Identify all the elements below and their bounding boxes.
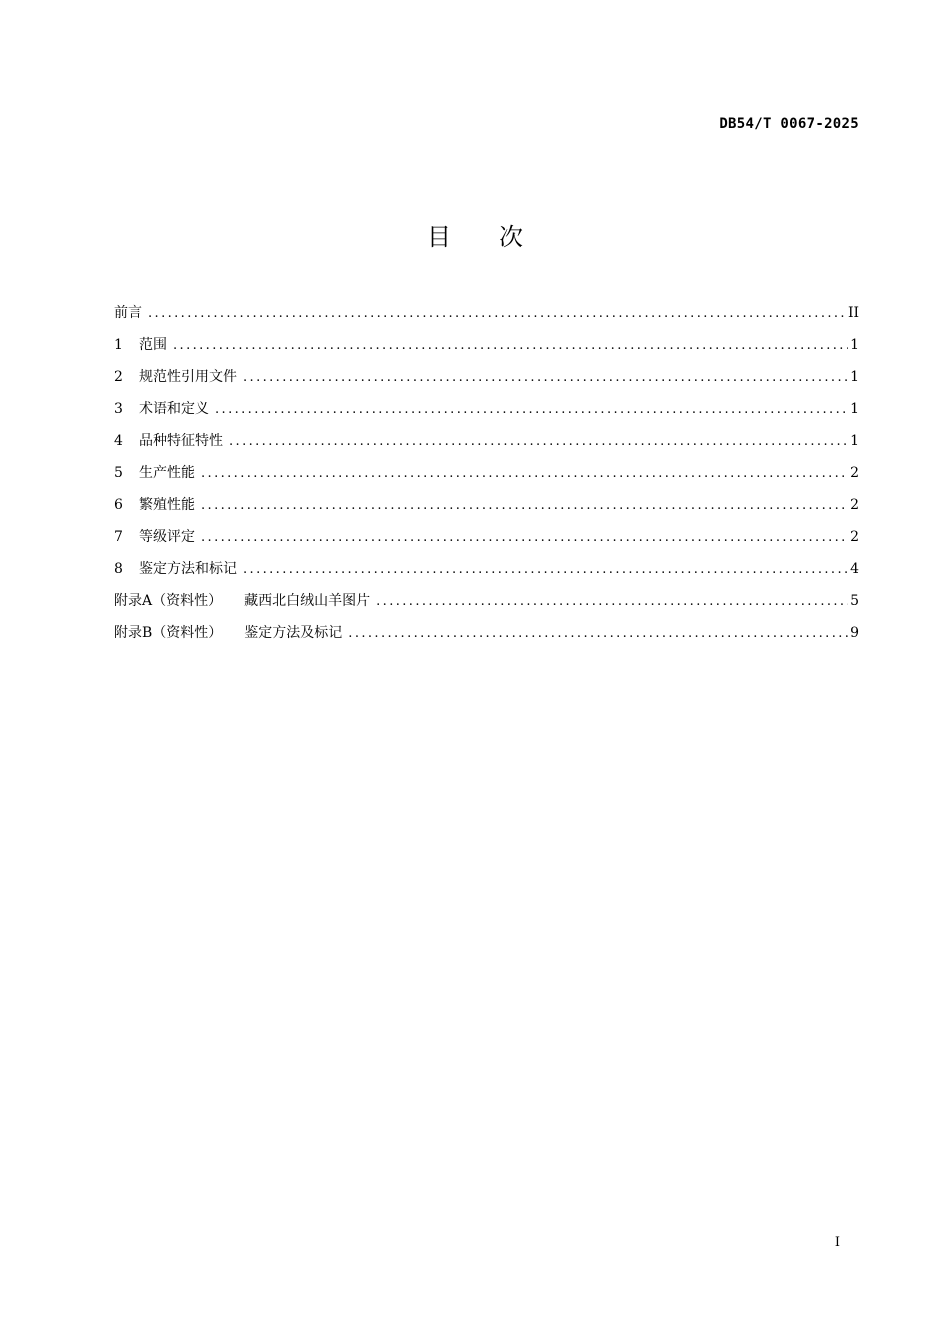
page-number: I [834, 1235, 840, 1250]
toc-entry-page: 4 [850, 561, 859, 577]
document-code: DB54/T 0067-2025 [719, 116, 859, 132]
toc-entry-page: 9 [850, 625, 859, 641]
toc-entry-number: 2 [114, 369, 123, 385]
toc-entry-page: 2 [850, 497, 859, 513]
toc-entry-text: 等级评定 [139, 529, 195, 545]
toc-entry-text: 鉴定方法和标记 [139, 561, 237, 577]
toc-entry-foreword[interactable] [114, 302, 859, 334]
toc-entry-text: 繁殖性能 [139, 497, 195, 513]
toc-entry-appendix-a[interactable] [114, 590, 859, 622]
toc-entry-number: 7 [114, 529, 123, 545]
toc-entry-number: 6 [114, 497, 123, 513]
toc-dot-leader [201, 498, 848, 513]
toc-dot-leader [229, 434, 848, 449]
toc-entry-text: 范围 [139, 337, 167, 353]
toc-entry-3[interactable] [114, 398, 859, 430]
toc-entry-appendix-b[interactable] [114, 622, 859, 654]
toc-title: 目次 [427, 223, 571, 251]
toc-dot-leader [201, 530, 848, 545]
toc-entry-text: 附录A（资料性） [114, 593, 223, 609]
toc-dot-leader [348, 626, 848, 641]
toc-entry-page: 2 [850, 465, 859, 481]
toc-dot-leader [376, 594, 848, 609]
toc-entry-number: 4 [114, 433, 123, 449]
toc-dot-leader [201, 466, 848, 481]
toc-entry-text: 术语和定义 [139, 401, 209, 417]
toc-dot-leader [173, 338, 848, 353]
toc-entry-page: 5 [850, 593, 859, 609]
toc-entry-text: 规范性引用文件 [139, 369, 237, 385]
toc-entry-7[interactable] [114, 526, 859, 558]
toc-entry-number: 3 [114, 401, 123, 417]
toc-entry-text: 前言 [114, 305, 142, 321]
toc-entry-subtitle: 藏西北白绒山羊图片 [244, 593, 371, 609]
toc-entry-6[interactable] [114, 494, 859, 526]
toc-list [114, 302, 859, 654]
toc-entry-8[interactable] [114, 558, 859, 590]
toc-entry-page: 1 [850, 369, 859, 385]
toc-entry-number: 8 [114, 561, 123, 577]
toc-entry-text: 附录B（资料性） [114, 625, 223, 641]
toc-entry-page: 1 [850, 433, 859, 449]
toc-entry-page: 1 [850, 401, 859, 417]
toc-entry-subtitle: 鉴定方法及标记 [244, 625, 343, 641]
toc-entry-text: 生产性能 [139, 465, 195, 481]
toc-entry-page: 2 [850, 529, 859, 545]
toc-dot-leader [243, 562, 848, 577]
toc-entry-2[interactable] [114, 366, 859, 398]
toc-entry-page: II [847, 305, 859, 321]
toc-entry-number: 1 [114, 337, 123, 353]
toc-entry-text: 品种特征特性 [139, 433, 223, 449]
toc-dot-leader [215, 402, 848, 417]
toc-entry-1[interactable] [114, 334, 859, 366]
toc-entry-number: 5 [114, 465, 123, 481]
toc-entry-4[interactable] [114, 430, 859, 462]
toc-dot-leader [148, 306, 846, 321]
toc-dot-leader [243, 370, 848, 385]
toc-entry-5[interactable] [114, 462, 859, 494]
toc-entry-page: 1 [850, 337, 859, 353]
